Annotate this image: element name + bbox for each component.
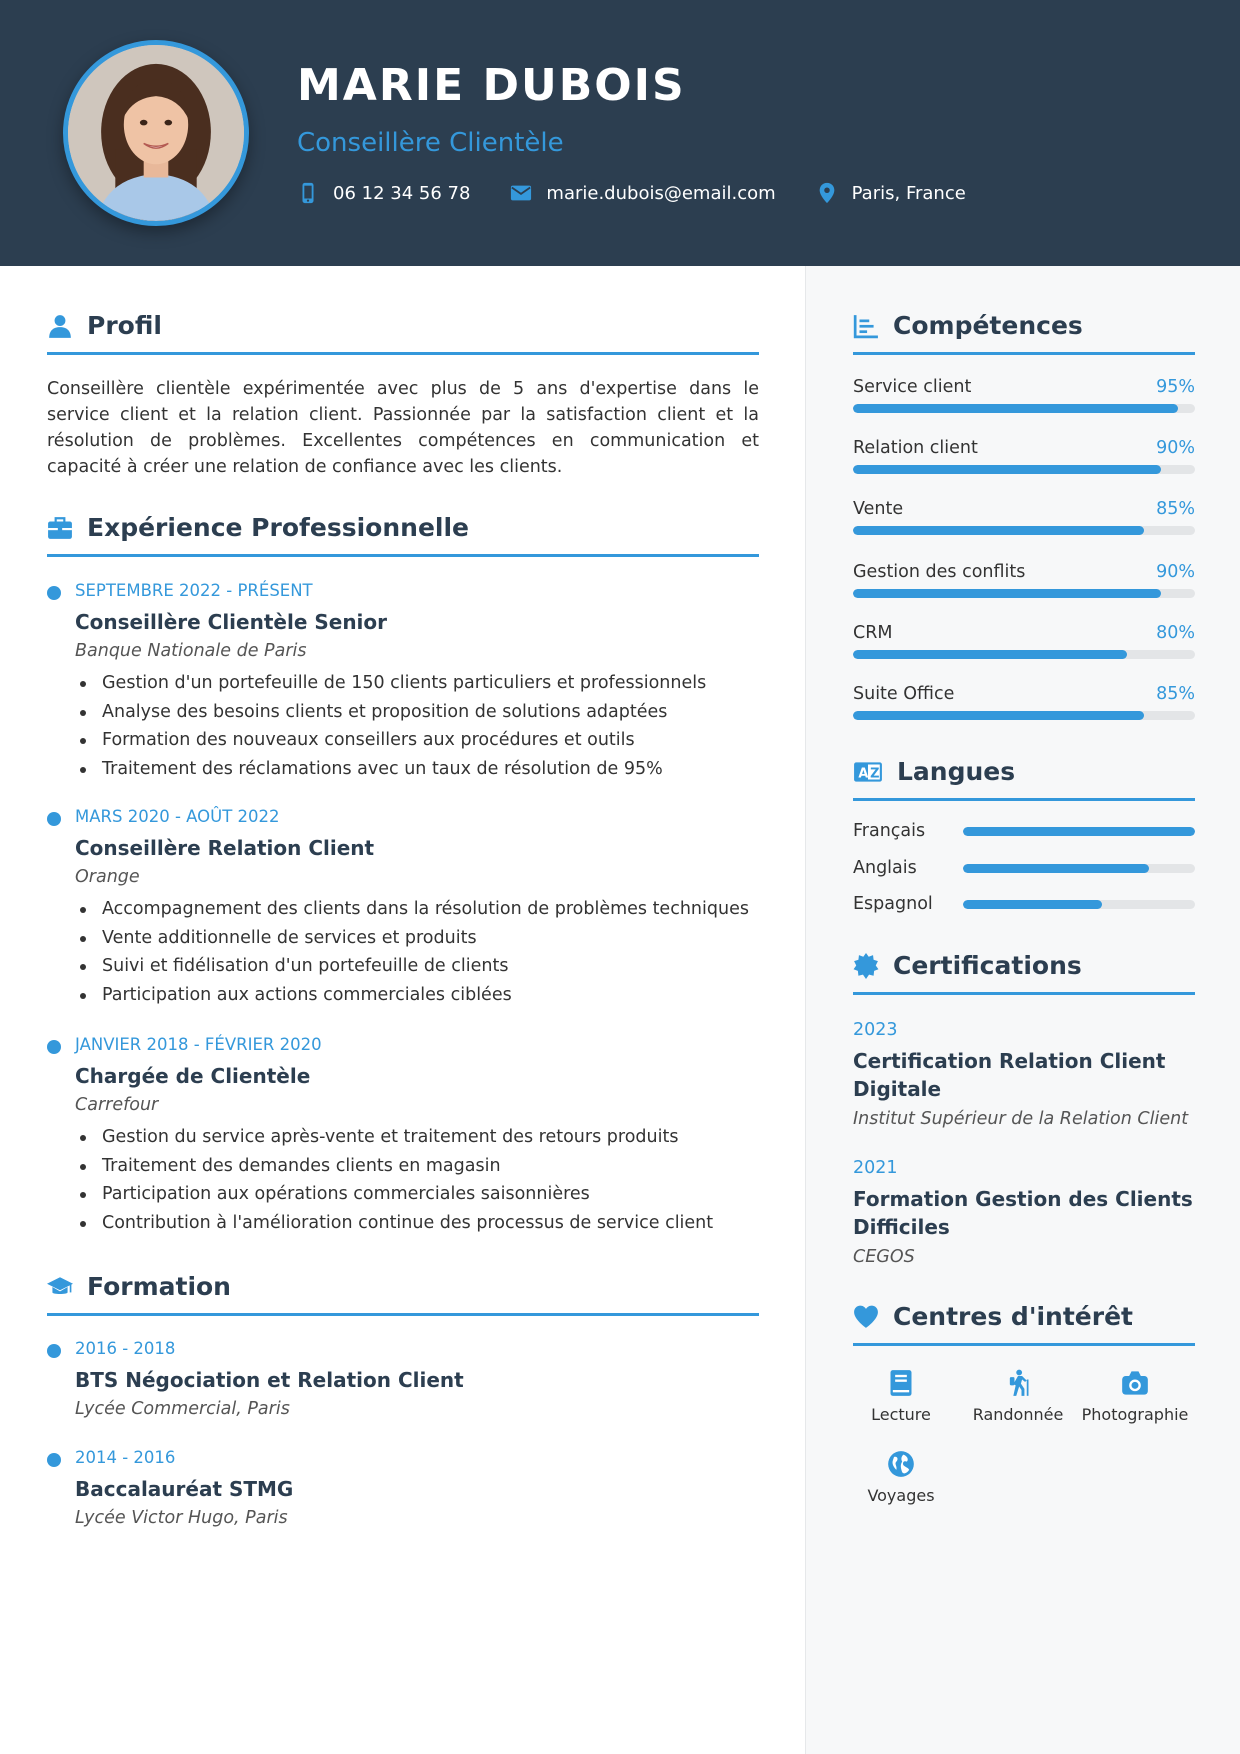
certification-year: 2023	[853, 1020, 898, 1040]
certifications-section-title	[853, 951, 1195, 995]
education-section-title	[47, 1272, 759, 1316]
education-heading: Formation	[87, 1272, 231, 1301]
camera-icon	[1121, 1369, 1149, 1397]
skill-name: Relation client	[853, 438, 978, 458]
experience-entry	[47, 580, 759, 784]
skill-name: Vente	[853, 499, 904, 519]
list-item: Vente additionnelle de services et produits	[102, 924, 759, 953]
education-school: Lycée Victor Hugo, Paris	[75, 1508, 288, 1528]
language-name: Français	[853, 821, 926, 841]
skill-bar-fill	[853, 526, 1144, 535]
experience-company: Orange	[75, 867, 140, 887]
skill-bar	[853, 650, 1195, 659]
avatar	[68, 45, 244, 221]
list-item: Suivi et fidélisation d'un portefeuille de clients	[102, 952, 759, 981]
certification-item	[853, 1156, 1195, 1269]
skill-percent: 95%	[1156, 377, 1195, 397]
map-pin-icon	[816, 182, 838, 204]
certification-issuer: CEGOS	[853, 1247, 915, 1267]
candidate-name: MARIE DUBOIS	[297, 60, 686, 111]
timeline-dot	[47, 586, 61, 600]
skill-bar	[853, 711, 1195, 720]
globe-icon	[887, 1450, 915, 1478]
briefcase-icon	[47, 515, 73, 541]
skill-percent: 85%	[1156, 684, 1195, 704]
experience-role: Chargée de Clientèle	[75, 1064, 311, 1088]
interest-item	[1076, 1369, 1194, 1424]
certification-year: 2021	[853, 1158, 898, 1178]
certification-title: Certification Relation Client Digitale	[853, 1049, 1166, 1101]
bar-chart-icon	[853, 313, 879, 339]
list-item: Gestion d'un portefeuille de 150 clients particuliers et professionnels	[102, 669, 759, 698]
skill-bar	[853, 526, 1195, 535]
language-item	[853, 858, 1195, 878]
skill-bar-fill	[853, 711, 1144, 720]
education-date: 2014 - 2016	[75, 1448, 176, 1467]
language-bar-fill	[963, 864, 1149, 873]
list-item: Traitement des réclamations avec un taux de résolution de 95%	[102, 755, 759, 784]
experience-bullets	[102, 895, 759, 1010]
experience-entry	[47, 1034, 759, 1238]
experience-date: MARS 2020 - AOÛT 2022	[75, 807, 280, 826]
svg-text:A: A	[858, 765, 869, 781]
skill-percent: 90%	[1156, 562, 1195, 582]
timeline-dot	[47, 1344, 61, 1358]
contact-phone	[297, 182, 470, 204]
language-bar	[963, 864, 1195, 873]
education-entry	[47, 1447, 759, 1530]
education-degree: BTS Négociation et Relation Client	[75, 1368, 464, 1392]
certification-title: Formation Gestion des Clients Difficiles	[853, 1187, 1193, 1239]
timeline-dot	[47, 1453, 61, 1467]
heart-icon	[853, 1304, 879, 1330]
skill-name: Suite Office	[853, 684, 955, 704]
user-icon	[47, 313, 73, 339]
timeline-dot	[47, 1040, 61, 1054]
svg-text:Z: Z	[870, 765, 880, 781]
experience-bullets	[102, 669, 759, 784]
list-item: Contribution à l'amélioration continue des processus de service client	[102, 1209, 759, 1238]
header	[0, 0, 1240, 266]
list-item: Gestion du service après-vente et traitement des retours produits	[102, 1123, 759, 1152]
location-text: Paris, France	[851, 182, 966, 204]
skill-bar	[853, 465, 1195, 474]
certification-item	[853, 1018, 1195, 1131]
experience-role: Conseillère Relation Client	[75, 836, 375, 860]
experience-section-title	[47, 513, 759, 557]
profile-heading: Profil	[87, 311, 162, 340]
list-item: Formation des nouveaux conseillers aux procédures et outils	[102, 726, 759, 755]
skill-item	[853, 436, 1195, 474]
graduation-cap-icon	[47, 1274, 73, 1300]
list-item: Participation aux opérations commerciales saisonnières	[102, 1180, 759, 1209]
interest-label: Lecture	[871, 1405, 931, 1424]
languages-heading: Langues	[897, 757, 1016, 786]
experience-heading: Expérience Professionnelle	[87, 513, 469, 542]
experience-date: SEPTEMBRE 2022 - PRÉSENT	[75, 581, 313, 600]
skill-bar-fill	[853, 404, 1178, 413]
experience-role: Conseillère Clientèle Senior	[75, 610, 388, 634]
book-icon	[887, 1369, 915, 1397]
contact-email	[510, 182, 775, 204]
list-item: Analyse des besoins clients et proposition de solutions adaptées	[102, 698, 759, 727]
interest-label: Voyages	[867, 1486, 935, 1505]
certificate-badge-icon	[853, 953, 879, 979]
language-name: Espagnol	[853, 894, 933, 914]
skill-item	[853, 497, 1195, 535]
skill-item	[853, 682, 1195, 720]
job-title: Conseillère Clientèle	[297, 128, 564, 158]
skill-bar	[853, 589, 1195, 598]
skill-percent: 85%	[1156, 499, 1195, 519]
list-item: Accompagnement des clients dans la résolution de problèmes techniques	[102, 895, 759, 924]
email-address[interactable]: marie.dubois@email.com	[546, 182, 776, 204]
hiking-icon	[1004, 1369, 1032, 1397]
skill-percent: 90%	[1156, 438, 1195, 458]
skills-heading: Compétences	[893, 311, 1083, 340]
skill-item	[853, 621, 1195, 659]
skill-item	[853, 375, 1195, 413]
phone-icon	[297, 182, 319, 204]
language-bar	[963, 827, 1195, 836]
education-school: Lycée Commercial, Paris	[75, 1399, 290, 1419]
certifications-heading: Certifications	[893, 951, 1082, 980]
experience-date: JANVIER 2018 - FÉVRIER 2020	[75, 1035, 322, 1054]
education-degree: Baccalauréat STMG	[75, 1477, 294, 1501]
interest-item	[959, 1369, 1077, 1424]
language-bar-fill	[963, 827, 1195, 836]
profile-photo	[63, 40, 249, 226]
profile-section-title	[47, 311, 759, 355]
certification-issuer: Institut Supérieur de la Relation Client	[853, 1109, 1189, 1129]
interest-label: Photographie	[1081, 1405, 1189, 1424]
languages-section-title	[853, 757, 1195, 801]
language-icon	[853, 759, 883, 785]
timeline-dot	[47, 812, 61, 826]
language-name: Anglais	[853, 858, 917, 878]
interest-item	[842, 1369, 960, 1424]
skill-bar-fill	[853, 650, 1127, 659]
language-bar	[963, 900, 1195, 909]
skill-name: CRM	[853, 623, 893, 643]
list-item: Participation aux actions commerciales ciblées	[102, 981, 759, 1010]
sidebar	[805, 266, 1240, 1754]
email-icon	[510, 182, 532, 204]
experience-company: Banque Nationale de Paris	[75, 641, 307, 661]
interest-label: Randonnée	[972, 1405, 1064, 1424]
language-bar-fill	[963, 900, 1102, 909]
skill-name: Gestion des conflits	[853, 562, 1026, 582]
skill-bar-fill	[853, 589, 1161, 598]
skill-item	[853, 560, 1195, 598]
experience-company: Carrefour	[75, 1095, 159, 1115]
interests-heading: Centres d'intérêt	[893, 1302, 1133, 1331]
experience-entry	[47, 806, 759, 1010]
contact-location	[816, 182, 966, 204]
skill-bar	[853, 404, 1195, 413]
interests-section-title	[853, 1302, 1195, 1346]
interest-item	[842, 1450, 960, 1505]
skill-bar-fill	[853, 465, 1161, 474]
language-item	[853, 894, 1195, 914]
skill-percent: 80%	[1156, 623, 1195, 643]
skills-section-title	[853, 311, 1195, 355]
list-item: Traitement des demandes clients en magasin	[102, 1152, 759, 1181]
experience-bullets	[102, 1123, 759, 1238]
education-date: 2016 - 2018	[75, 1339, 176, 1358]
contact-bar	[297, 182, 1006, 204]
skill-name: Service client	[853, 377, 972, 397]
profile-summary: Conseillère clientèle expérimentée avec plus de 5 ans d'expertise dans le service client et la relation client. Passionnée par la satisfaction client et la résolution de problèmes. Excellentes compétences en communication et capacité à créer une relation de confiance avec les clients.	[47, 379, 759, 477]
education-entry	[47, 1338, 759, 1421]
language-item	[853, 821, 1195, 841]
phone-number: 06 12 34 56 78	[333, 182, 471, 204]
